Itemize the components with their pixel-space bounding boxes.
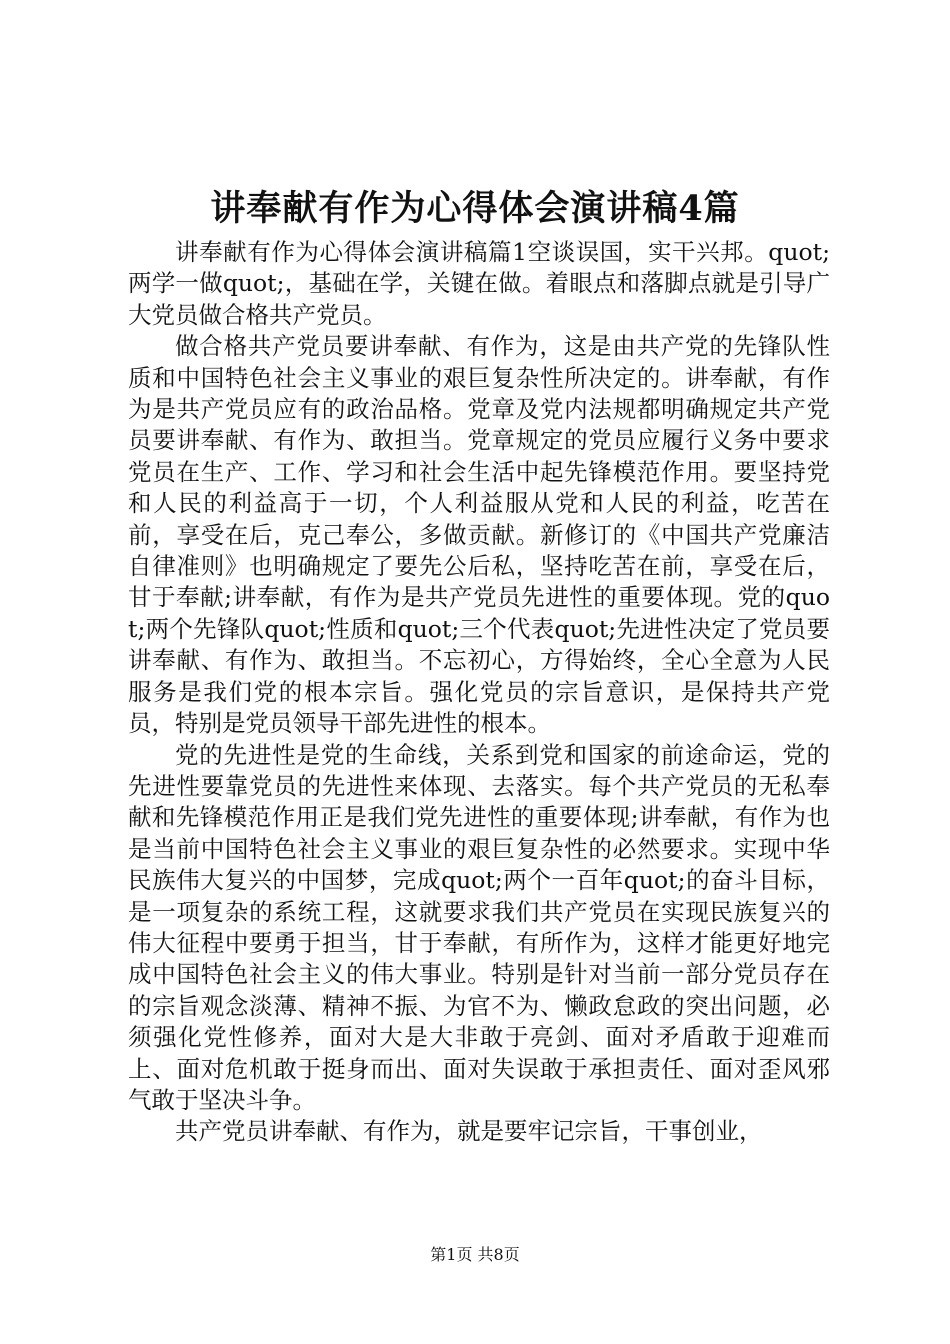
paragraph-3: 党的先进性是党的生命线，关系到党和国家的前途命运，党的先进性要靠党员的先进性来体现、去落实。每个共产党员的无私奉献和先锋模范作用正是我们党先进性的重要体现;讲奉献，有作为也是当前中国特色社会主义事业的艰巨复杂性的必然要求。实现中华民族伟大复兴的中国梦，完成quot;两个一百年quot;的奋斗目标，是一项复杂的系统工程，这就要求我们共产党员在实现民族复兴的伟大征程中要勇于担当，甘于奉献，有所作为，这样才能更好地完成中国特色社会主义的伟大事业。特别是针对当前一部分党员存在的宗旨观念淡薄、精神不振、为官不为、懒政怠政的突出问题，必须强化党性修养，面对大是大非敢于亮剑、面对矛盾敢于迎难而上、面对危机敢于挺身而出、面对失误敢于承担责任、面对歪风邪气敢于坚决斗争。 <box>128 740 830 1114</box>
paragraph-1: 讲奉献有作为心得体会演讲稿篇1空谈误国，实干兴邦。quot;两学一做quot;，基础在学，关键在做。着眼点和落脚点就是引导广大党员做合格共产党员。 <box>128 238 830 329</box>
paragraph-4: 共产党员讲奉献、有作为，就是要牢记宗旨，干事创业， <box>175 1117 763 1146</box>
document-body <box>128 237 830 1148</box>
document-title: 讲奉献有作为心得体会演讲稿4篇 <box>210 188 740 229</box>
paragraph-2: 做合格共产党员要讲奉献、有作为，这是由共产党的先锋队性质和中国特色社会主义事业的艰巨复杂性所决定的。讲奉献，有作为是共产党员应有的政治品格。党章及党内法规都明确规定共产党员要讲奉献、有作为、敢担当。党章规定的党员应履行义务中要求党员在生产、工作、学习和社会生活中起先锋模范作用。要坚持党和人民的利益高于一切，个人利益服从党和人民的利益，吃苦在前，享受在后，克己奉公，多做贡献。新修订的《中国共产党廉洁自律准则》也明确规定了要先公后私，坚持吃苦在前，享受在后，甘于奉献;讲奉献，有作为是共产党员先进性的重要体现。党的quot;两个先锋队quot;性质和quot;三个代表quot;先进性决定了党员要讲奉献、有作为、敢担当。不忘初心，方得始终，全心全意为人民服务是我们党的根本宗旨。强化党员的宗旨意识，是保持共产党员，特别是党员领导干部先进性的根本。 <box>128 332 830 738</box>
page-footer: 第1页 共8页 <box>430 1245 520 1264</box>
